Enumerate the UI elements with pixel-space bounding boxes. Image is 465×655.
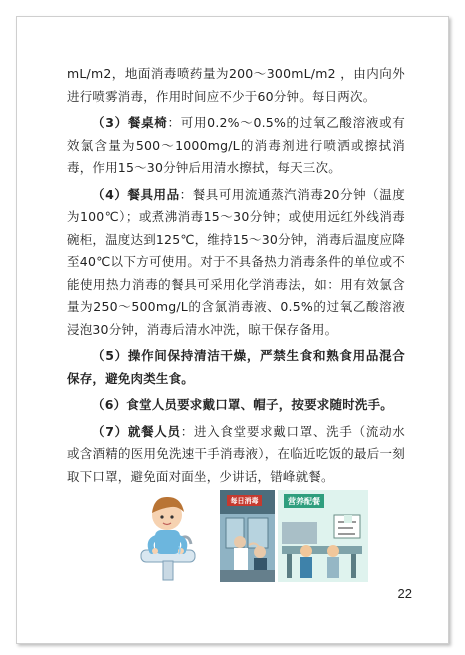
nutrition-meal-sign: 营养配餐 (288, 497, 320, 506)
illustration-row (137, 490, 367, 586)
paragraph-kitchen-clean (67, 345, 405, 390)
paragraph-tableware (67, 184, 405, 342)
kitchen-disinfection-illustration (220, 490, 275, 582)
paragraph-text: ：餐具可用流通蒸汽消毒20分钟（温度为100℃）；或煮沸消毒15～30分钟；或使用远红外线消毒碗柜，温度达到125℃，维持15～30分钟，消毒后温度应降至40℃以下方可使用。对于不具备热力消毒条件的单位或不能使用热力消毒的餐具可采用化学消毒法，如：用有效氯含量为250～500mg/L的含氯消毒液、0.5%的过氧乙酸溶液浸泡30分钟，消毒后清水冲洗，晾干保存备用。 (67, 186, 406, 337)
document-page (16, 16, 449, 644)
paragraph-staff-masks (67, 394, 405, 417)
nutrition-meal-illustration (278, 490, 368, 582)
paragraph-spray-disinfection (67, 63, 405, 108)
child-washing-hands-illustration (137, 490, 199, 582)
paragraph-text: mL/m2，地面消毒喷药量为200～300mL/m2 ，由内向外进行喷雾消毒，作用时间应不少于60分钟。每日两次。 (67, 66, 405, 104)
paragraph-text: （6）食堂人员要求戴口罩、帽子，按要求随时洗手。 (92, 397, 393, 412)
paragraph-text: ：进入食堂要求戴口罩、洗手（流动水或含酒精的医用免洗速干手消毒液），在临近吃饭的最后一刻取下口罩，避免面对面坐，少讲话，错峰就餐。 (67, 423, 405, 484)
document-body (67, 63, 405, 492)
paragraph-text: ：可用0.2%～0.5%的过氧乙酸溶液或有效氯含量为500～1000mg/L的消毒剂进行喷洒或擦拭消毒，作用15～30分钟后用清水擦拭，每天三次。 (67, 115, 405, 175)
paragraph-tables-chairs (67, 112, 405, 180)
daily-disinfection-sign: 每日消毒 (230, 497, 259, 505)
page-number: 22 (397, 586, 412, 601)
section-heading-tableware: （4）餐具用品 (92, 186, 180, 202)
paragraph-text: （5）操作间保持清洁干燥，严禁生食和熟食用品混合保存，避免肉类生食。 (67, 348, 405, 386)
paragraph-diners (67, 421, 405, 489)
section-heading-diners: （7）就餐人员 (92, 423, 181, 439)
section-heading-tables-chairs: （3）餐桌椅 (92, 115, 168, 130)
